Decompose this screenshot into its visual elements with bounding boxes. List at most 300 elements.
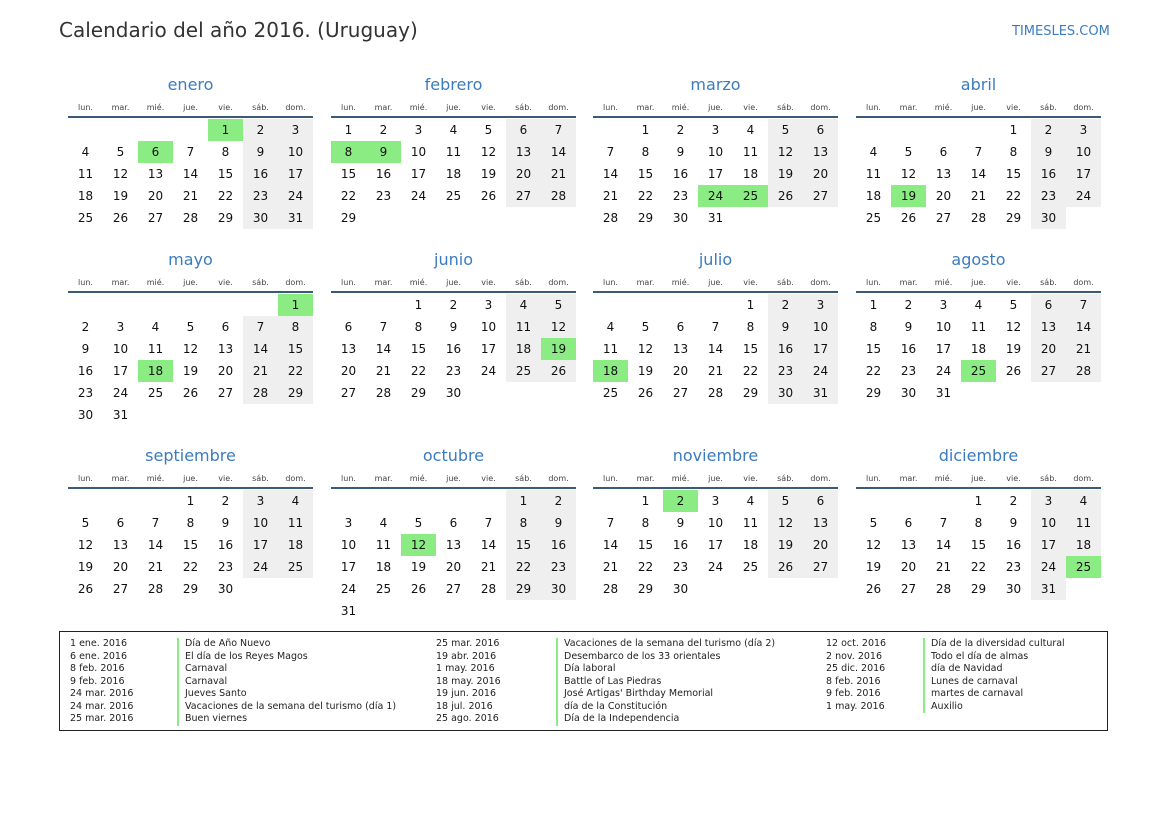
weekday-label: vie.: [218, 103, 233, 112]
weekday-label: dom.: [548, 103, 569, 112]
day-cell: 12: [112, 167, 129, 181]
day-cell: 7: [939, 516, 948, 530]
day-cell: 17: [803, 338, 838, 360]
day-cell: 8: [506, 512, 541, 534]
day-cell: 10: [803, 316, 838, 338]
weekday-label: lun.: [78, 103, 93, 112]
day-cell: 16: [243, 163, 278, 185]
day-cell: 29: [865, 386, 882, 400]
weekday-label: jue.: [708, 103, 723, 112]
day-cell: 22: [340, 189, 357, 203]
day-cell: 23: [375, 189, 392, 203]
day-cell: 19: [112, 189, 129, 203]
legend-date: 9 feb. 2016: [70, 675, 125, 687]
header-rule: [68, 291, 313, 293]
day-cell: 10: [243, 512, 278, 534]
day-cell: 17: [707, 167, 724, 181]
weekday-label: sáb.: [515, 103, 532, 112]
day-cell: 18: [865, 189, 882, 203]
day-cell: 13: [340, 342, 357, 356]
legend-date: 9 feb. 2016: [826, 688, 881, 699]
day-cell: 26: [637, 386, 654, 400]
day-cell: 21: [935, 560, 952, 574]
weekday-header: [856, 276, 1101, 290]
day-cell: 3: [803, 294, 838, 316]
day-cell: 5: [81, 516, 90, 530]
day-cell: 4: [449, 123, 458, 137]
day-cell: 31: [340, 604, 357, 618]
day-cell: 29: [410, 386, 427, 400]
weekday-label: sáb.: [515, 474, 532, 483]
weekday-label: mié.: [671, 474, 690, 483]
month-mayo: [68, 250, 313, 420]
day-cell: 25: [865, 211, 882, 225]
day-cell: 9: [243, 141, 278, 163]
day-cell: 1: [1009, 123, 1018, 137]
day-cell: 3: [278, 119, 313, 141]
day-cell: 2: [1009, 494, 1018, 508]
weekday-label: mar.: [636, 103, 655, 112]
day-cell: 15: [340, 167, 357, 181]
weekday-label: vie.: [218, 474, 233, 483]
day-cell: 13: [935, 167, 952, 181]
month-name: diciembre: [938, 446, 1019, 465]
holiday-day-cell: 18: [138, 360, 173, 382]
weekday-label: vie.: [481, 474, 496, 483]
day-cell: 8: [278, 316, 313, 338]
day-cell: 3: [243, 490, 278, 512]
day-cell: 12: [865, 538, 882, 552]
day-cell: 14: [602, 538, 619, 552]
day-cell: 23: [768, 360, 803, 382]
day-cell: 20: [445, 560, 462, 574]
weekday-label: sáb.: [777, 278, 794, 287]
day-cell: 7: [186, 145, 195, 159]
day-cell: 6: [344, 320, 353, 334]
day-cell: 14: [147, 538, 164, 552]
month-enero: [68, 75, 313, 245]
weekday-label: jue.: [971, 278, 986, 287]
holiday-day-cell: 12: [401, 534, 436, 556]
day-cell: 12: [768, 512, 803, 534]
day-cell: 22: [637, 189, 654, 203]
site-link[interactable]: TIMESLES.COM: [1012, 24, 1110, 39]
weekday-label: lun.: [603, 278, 618, 287]
day-cell: 17: [410, 167, 427, 181]
weekday-label: vie.: [481, 103, 496, 112]
day-cell: 14: [480, 538, 497, 552]
day-cell: 20: [112, 560, 129, 574]
day-cell: 9: [904, 320, 913, 334]
day-cell: 26: [768, 185, 803, 207]
day-cell: 24: [1066, 185, 1101, 207]
day-cell: 25: [147, 386, 164, 400]
day-cell: 29: [970, 582, 987, 596]
month-diciembre: [856, 446, 1101, 616]
day-cell: 5: [541, 294, 576, 316]
day-cell: 21: [1066, 338, 1101, 360]
month-name: marzo: [690, 75, 741, 94]
month-agosto: [856, 250, 1101, 420]
day-cell: 28: [970, 211, 987, 225]
legend-holiday-name: Buen viernes: [177, 713, 247, 726]
legend-holiday-name: Vacaciones de la semana del turismo (día 1): [177, 701, 396, 714]
day-cell: 4: [746, 123, 755, 137]
holiday-day-cell: 19: [541, 338, 576, 360]
weekday-header: [331, 101, 576, 115]
day-cell: 19: [182, 364, 199, 378]
day-cell: 7: [1066, 294, 1101, 316]
day-cell: 19: [480, 167, 497, 181]
legend-date: 2 nov. 2016: [826, 650, 882, 662]
day-cell: 6: [221, 320, 230, 334]
day-cell: 6: [116, 516, 125, 530]
day-cell: 4: [278, 490, 313, 512]
day-cell: 17: [112, 364, 129, 378]
month-name: abril: [960, 75, 997, 94]
day-cell: 18: [742, 538, 759, 552]
holiday-day-cell: 6: [138, 141, 173, 163]
day-cell: 22: [865, 364, 882, 378]
day-cell: 12: [182, 342, 199, 356]
day-cell: 5: [116, 145, 125, 159]
day-grid: [331, 294, 576, 426]
day-cell: 29: [217, 211, 234, 225]
weekday-label: mié.: [934, 278, 953, 287]
weekday-label: mar.: [111, 103, 130, 112]
day-cell: 1: [974, 494, 983, 508]
weekday-label: dom.: [1073, 474, 1094, 483]
month-name: julio: [698, 250, 733, 269]
day-cell: 3: [116, 320, 125, 334]
day-cell: 31: [935, 386, 952, 400]
weekday-label: jue.: [446, 474, 461, 483]
day-cell: 14: [970, 167, 987, 181]
weekday-label: sáb.: [515, 278, 532, 287]
day-cell: 27: [672, 386, 689, 400]
day-cell: 13: [147, 167, 164, 181]
day-cell: 20: [803, 534, 838, 556]
day-cell: 20: [147, 189, 164, 203]
weekday-label: lun.: [866, 278, 881, 287]
weekday-label: vie.: [743, 474, 758, 483]
day-cell: 19: [768, 163, 803, 185]
day-cell: 24: [243, 556, 278, 578]
day-cell: 18: [742, 167, 759, 181]
day-cell: 27: [1031, 360, 1066, 382]
month-noviembre: [593, 446, 838, 616]
day-cell: 31: [707, 211, 724, 225]
weekday-header: [856, 101, 1101, 115]
legend-date: 18 may. 2016: [436, 675, 501, 687]
day-cell: 11: [742, 516, 759, 530]
weekday-label: jue.: [708, 278, 723, 287]
day-cell: 27: [900, 582, 917, 596]
legend-date: 1 may. 2016: [826, 700, 885, 712]
legend-holiday-name: José Artigas' Birthday Memorial: [556, 688, 713, 701]
day-cell: 6: [449, 516, 458, 530]
weekday-label: lun.: [341, 278, 356, 287]
day-cell: 20: [217, 364, 234, 378]
day-cell: 8: [641, 145, 650, 159]
day-cell: 14: [243, 338, 278, 360]
month-name: junio: [434, 250, 473, 269]
day-cell: 3: [939, 298, 948, 312]
day-cell: 21: [707, 364, 724, 378]
day-cell: 8: [414, 320, 423, 334]
day-cell: 19: [768, 534, 803, 556]
weekday-label: mar.: [899, 474, 918, 483]
holiday-day-cell: 24: [698, 185, 733, 207]
day-cell: 15: [217, 167, 234, 181]
day-cell: 21: [375, 364, 392, 378]
day-cell: 5: [484, 123, 493, 137]
day-cell: 15: [637, 538, 654, 552]
weekday-header: [68, 276, 313, 290]
legend-holiday-name: Jueves Santo: [177, 688, 247, 701]
day-cell: 25: [278, 556, 313, 578]
day-cell: 26: [865, 582, 882, 596]
day-cell: 20: [672, 364, 689, 378]
day-cell: 27: [803, 556, 838, 578]
month-octubre: [331, 446, 576, 616]
day-cell: 20: [900, 560, 917, 574]
weekday-label: jue.: [708, 474, 723, 483]
day-cell: 26: [900, 211, 917, 225]
weekday-label: jue.: [183, 474, 198, 483]
day-cell: 24: [112, 386, 129, 400]
weekday-label: dom.: [285, 474, 306, 483]
day-cell: 21: [243, 360, 278, 382]
day-cell: 23: [1031, 185, 1066, 207]
day-grid: [856, 294, 1101, 426]
weekday-label: jue.: [446, 278, 461, 287]
day-cell: 27: [147, 211, 164, 225]
weekday-label: lun.: [866, 103, 881, 112]
legend-holiday-name: Día de la Independencia: [556, 713, 679, 726]
day-cell: 7: [151, 516, 160, 530]
weekday-label: mié.: [934, 103, 953, 112]
day-cell: 3: [344, 516, 353, 530]
month-junio: [331, 250, 576, 420]
weekday-label: sáb.: [777, 103, 794, 112]
day-cell: 11: [147, 342, 164, 356]
legend-holiday-name: día de la Constitución: [556, 701, 667, 714]
day-cell: 23: [243, 185, 278, 207]
legend-holiday-name: Día de Año Nuevo: [177, 638, 270, 651]
month-name: agosto: [951, 250, 1006, 269]
day-cell: 23: [672, 560, 689, 574]
day-cell: 7: [379, 320, 388, 334]
day-cell: 11: [970, 320, 987, 334]
day-grid: [593, 490, 838, 622]
day-cell: 10: [340, 538, 357, 552]
day-cell: 16: [768, 338, 803, 360]
day-cell: 22: [742, 364, 759, 378]
day-cell: 28: [602, 211, 619, 225]
legend-holiday-name: Día de la diversidad cultural: [923, 638, 1065, 651]
day-cell: 13: [445, 538, 462, 552]
day-cell: 7: [541, 119, 576, 141]
day-cell: 15: [742, 342, 759, 356]
day-cell: 29: [742, 386, 759, 400]
day-cell: 23: [672, 189, 689, 203]
day-cell: 24: [707, 560, 724, 574]
day-cell: 17: [243, 534, 278, 556]
day-cell: 2: [904, 298, 913, 312]
day-cell: 9: [81, 342, 90, 356]
weekday-label: mar.: [374, 278, 393, 287]
day-cell: 14: [602, 167, 619, 181]
header-rule: [593, 291, 838, 293]
weekday-label: sáb.: [1040, 474, 1057, 483]
day-cell: 30: [243, 207, 278, 229]
weekday-label: lun.: [341, 103, 356, 112]
day-cell: 30: [900, 386, 917, 400]
day-cell: 30: [77, 408, 94, 422]
day-cell: 6: [904, 516, 913, 530]
day-cell: 15: [865, 342, 882, 356]
day-cell: 7: [974, 145, 983, 159]
day-cell: 2: [541, 490, 576, 512]
day-cell: 11: [506, 316, 541, 338]
day-cell: 28: [602, 582, 619, 596]
weekday-label: vie.: [1006, 103, 1021, 112]
weekday-label: mié.: [146, 103, 165, 112]
weekday-label: sáb.: [1040, 103, 1057, 112]
month-name: septiembre: [145, 446, 236, 465]
day-cell: 31: [1031, 578, 1066, 600]
day-cell: 27: [803, 185, 838, 207]
day-cell: 11: [445, 145, 462, 159]
day-cell: 11: [742, 145, 759, 159]
weekday-label: mié.: [146, 278, 165, 287]
weekday-label: mar.: [636, 474, 655, 483]
day-cell: 16: [900, 342, 917, 356]
day-cell: 6: [1031, 294, 1066, 316]
day-grid: [331, 119, 576, 251]
month-name: enero: [167, 75, 214, 94]
day-cell: 25: [602, 386, 619, 400]
weekday-label: mié.: [671, 103, 690, 112]
weekday-label: mié.: [671, 278, 690, 287]
day-cell: 29: [278, 382, 313, 404]
day-cell: 30: [445, 386, 462, 400]
day-cell: 31: [112, 408, 129, 422]
legend-holiday-name: día de Navidad: [923, 663, 1002, 676]
header-rule: [593, 116, 838, 118]
weekday-label: sáb.: [1040, 278, 1057, 287]
day-cell: 25: [77, 211, 94, 225]
day-cell: 27: [112, 582, 129, 596]
day-cell: 17: [340, 560, 357, 574]
day-cell: 5: [768, 490, 803, 512]
weekday-label: jue.: [971, 474, 986, 483]
header-rule: [331, 116, 576, 118]
day-cell: 17: [480, 342, 497, 356]
day-cell: 25: [445, 189, 462, 203]
day-cell: 9: [768, 316, 803, 338]
day-cell: 30: [1031, 207, 1066, 229]
day-cell: 12: [1005, 320, 1022, 334]
month-name: mayo: [168, 250, 213, 269]
day-cell: 8: [869, 320, 878, 334]
legend-holiday-name: El día de los Reyes Magos: [177, 651, 308, 664]
day-cell: 6: [939, 145, 948, 159]
day-cell: 10: [112, 342, 129, 356]
day-cell: 3: [484, 298, 493, 312]
header-rule: [856, 291, 1101, 293]
holiday-day-cell: 8: [331, 141, 366, 163]
day-cell: 22: [637, 560, 654, 574]
weekday-label: mié.: [409, 103, 428, 112]
day-cell: 25: [742, 560, 759, 574]
day-cell: 25: [375, 582, 392, 596]
day-cell: 16: [445, 342, 462, 356]
day-cell: 12: [637, 342, 654, 356]
day-cell: 16: [375, 167, 392, 181]
day-cell: 17: [1066, 163, 1101, 185]
weekday-label: dom.: [810, 474, 831, 483]
day-cell: 1: [869, 298, 878, 312]
day-cell: 27: [935, 211, 952, 225]
weekday-label: mar.: [374, 103, 393, 112]
day-cell: 19: [637, 364, 654, 378]
day-cell: 2: [1031, 119, 1066, 141]
weekday-header: [593, 101, 838, 115]
day-cell: 2: [676, 123, 685, 137]
header-rule: [856, 116, 1101, 118]
day-cell: 20: [340, 364, 357, 378]
day-cell: 14: [707, 342, 724, 356]
day-cell: 9: [221, 516, 230, 530]
day-cell: 5: [186, 320, 195, 334]
day-cell: 1: [186, 494, 195, 508]
day-cell: 10: [1066, 141, 1101, 163]
weekday-label: vie.: [743, 103, 758, 112]
day-cell: 16: [217, 538, 234, 552]
day-cell: 13: [112, 538, 129, 552]
legend-date: 24 mar. 2016: [70, 700, 134, 712]
day-cell: 26: [182, 386, 199, 400]
holiday-day-cell: 9: [366, 141, 401, 163]
month-abril: [856, 75, 1101, 245]
day-cell: 11: [375, 538, 392, 552]
weekday-header: [593, 472, 838, 486]
day-cell: 2: [243, 119, 278, 141]
day-cell: 6: [803, 119, 838, 141]
day-cell: 13: [803, 512, 838, 534]
day-cell: 14: [935, 538, 952, 552]
day-cell: 5: [869, 516, 878, 530]
day-cell: 20: [935, 189, 952, 203]
day-cell: 7: [606, 145, 615, 159]
day-cell: 24: [410, 189, 427, 203]
day-cell: 16: [77, 364, 94, 378]
day-cell: 8: [641, 516, 650, 530]
day-cell: 4: [974, 298, 983, 312]
day-cell: 24: [278, 185, 313, 207]
day-cell: 30: [768, 382, 803, 404]
day-cell: 6: [506, 119, 541, 141]
day-cell: 15: [1005, 167, 1022, 181]
weekday-label: jue.: [446, 103, 461, 112]
day-cell: 28: [541, 185, 576, 207]
day-cell: 18: [970, 342, 987, 356]
day-cell: 1: [414, 298, 423, 312]
header-rule: [68, 487, 313, 489]
weekday-label: dom.: [810, 103, 831, 112]
